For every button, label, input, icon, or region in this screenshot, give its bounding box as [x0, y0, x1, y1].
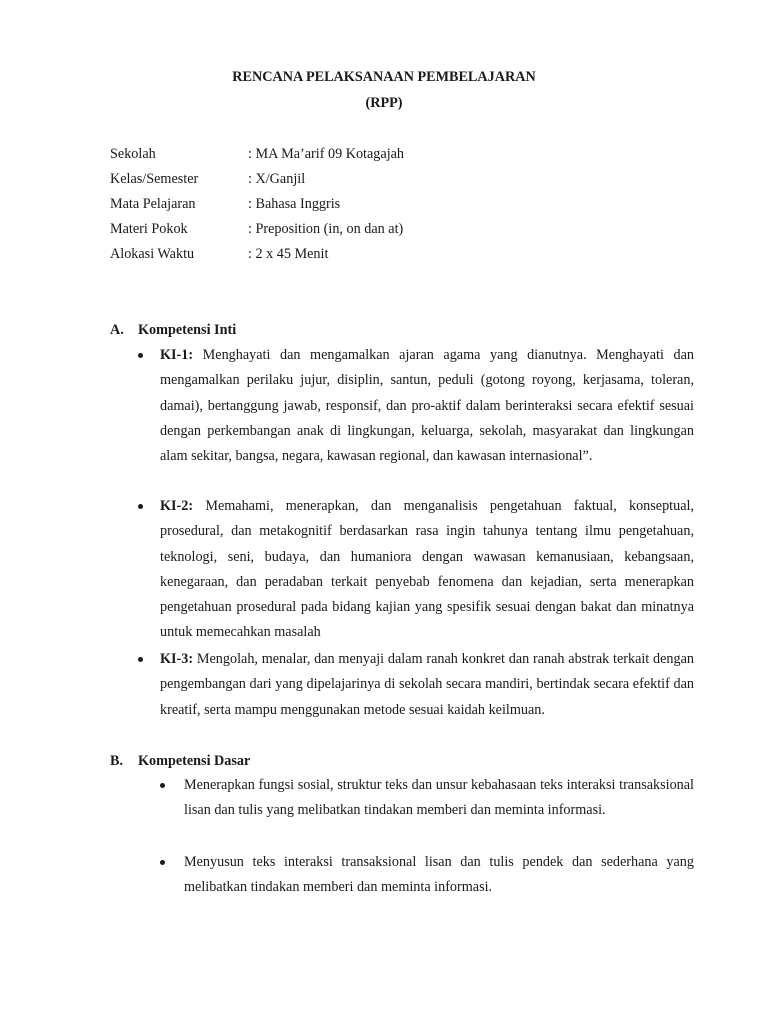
item-key: KI-2:: [160, 498, 194, 514]
bullet-icon: [138, 504, 143, 509]
bullet-icon: [138, 353, 143, 358]
info-label: Alokasi Waktu: [110, 246, 195, 262]
bullet-icon: [160, 860, 165, 865]
list-item-text: [160, 647, 694, 723]
info-label: Sekolah: [110, 146, 156, 162]
info-label: Materi Pokok: [110, 221, 188, 237]
bullet-icon: [138, 657, 143, 662]
info-value: : Bahasa Inggris: [248, 196, 341, 212]
list-item-text: Menyusun teks interaksi transaksional lisan dan tulis pendek dan sederhana yang melibatkan tindakan memberi dan meminta informasi.: [184, 854, 694, 896]
section-a-heading: [110, 321, 236, 339]
item-key: KI-3:: [160, 651, 194, 667]
item-key: KI-1:: [160, 347, 194, 363]
info-value: : Preposition (in, on dan at): [248, 221, 404, 237]
section-letter: A.: [110, 322, 124, 338]
document-subtitle: (RPP): [365, 95, 403, 111]
section-title: Kompetensi Inti: [138, 322, 237, 338]
info-label: Kelas/Semester: [110, 171, 199, 187]
section-letter: B.: [110, 753, 124, 769]
list-item-text: Menerapkan fungsi sosial, struktur teks dan unsur kebahasaan teks interaksi transaksional lisan dan tulis yang melibatkan tindakan memberi dan meminta informasi.: [184, 777, 694, 819]
info-value: : MA Ma’arif 09 Kotagajah: [248, 146, 405, 162]
list-item-text: [160, 343, 694, 469]
info-value: : 2 x 45 Menit: [248, 246, 329, 262]
item-body: Memahami, menerapkan, dan menganalisis pengetahuan faktual, konseptual, prosedural, dan metakognitif berdasarkan rasa ingin tahunya tentang ilmu pengetahuan, teknologi, seni, budaya, dan humaniora dengan wawasan kemanusiaan, kebangsaan, kenegaraan, dan peradaban terkait penyebab fenomena dan kejadian, serta menerapkan pengetahuan prosedural pada bidang kajian yang spesifik sesuai dengan bakat dan minatnya untuk memecahkan masalah: [160, 498, 694, 641]
document-title: RENCANA PELAKSANAAN PEMBELAJARAN: [232, 69, 536, 85]
bullet-icon: [160, 783, 165, 788]
info-label: Mata Pelajaran: [110, 196, 196, 212]
section-title: Kompetensi Dasar: [138, 753, 251, 769]
item-body: Menghayati dan mengamalkan ajaran agama yang dianutnya. Menghayati dan mengamalkan perilaku jujur, disiplin, santun, peduli (gotong royong, kerjasama, toleran, damai), bertanggung jawab, responsif, dan pro-aktif dalam berinteraksi secara efektif sesuai dengan perkembangan anak di lingkungan, keluarga, sekolah, masyarakat dan lingkungan alam sekitar, bangsa, negara, kawasan regional, dan kawasan internasional”.: [160, 347, 694, 465]
info-value: : X/Ganjil: [248, 171, 306, 187]
section-b-heading: [110, 752, 250, 770]
item-body: Mengolah, menalar, dan menyaji dalam ranah konkret dan ranah abstrak terkait dengan pengembangan dari yang dipelajarinya di sekolah secara mandiri, bertindak secara efektif dan kreatif, serta mampu menggunakan metode sesuai kaidah keilmuan.: [160, 651, 694, 718]
list-item-text: [160, 494, 694, 646]
